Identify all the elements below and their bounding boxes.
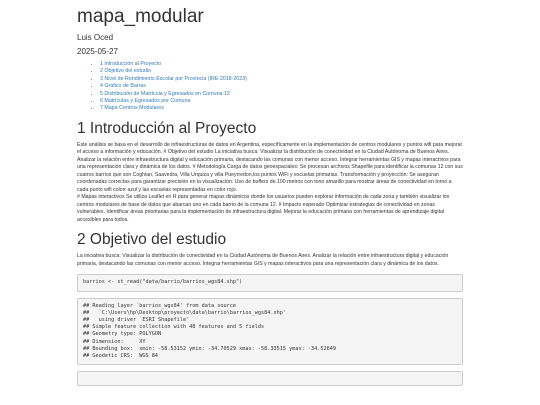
toc-item[interactable]: • 1 Introducción al Proyecto (100, 61, 463, 68)
toc-item[interactable]: • 4 Gráfico de Barras (100, 83, 463, 90)
toc-item[interactable]: • 6 Matrículas y Egresados por Comuna (100, 98, 463, 105)
document-page (77, 0, 463, 386)
toc-item[interactable]: • 2 Objetivo del estudio (100, 68, 463, 75)
table-of-contents (77, 61, 463, 113)
toc-item[interactable]: • 5 Distribución de Matrícula y Egresados en Comuna 12 (100, 91, 463, 98)
document-date: 2025-05-27 (77, 47, 118, 56)
toc-item[interactable]: • 3 Nivel de Rendimiento Escolar por Provincia (IRE 2018-2023) (100, 76, 463, 83)
code-output-block: ## Reading layer `barrios_wgs84' from data source ## `C:\Users\hp\Desktop\proyecto\data\barrio\barrios_wgs84.shp' ## using driver `ESRI Shapefile' ## Simple feature collection with 48 features and 5 fields ## Geometry type: POLYGON ## Dimension: XY ## Bounding box: xmin: -58.53152 ymin: -34.70529 xmax: -58.33515 ymax: -34.52649 ## Geodetic CRS: WGS 84 (77, 298, 463, 366)
code-block-partial (77, 371, 463, 386)
document-title: mapa_modular (77, 6, 204, 27)
intro-paragraph-2: # Mapas interactivos Se utiliza Leaflet en R para generar mapas dinámicos donde los usuarios pueden explorar información de cada zona y también visualizar los centros modulares de base de datos que abarcan uno en cada barrio de la comuna 12. # Impacto esperado Optimizar estrategias de conectividad en zonas vulnerables. Identificar áreas prioritarias para la implementación de infraestructura digital. Mejorar la educación primaria con herramientas de aprendizaje digital accesibles para todos. (77, 194, 450, 223)
intro-paragraph: Este análisis se basa en el desarrollo de infraestructuras de datos en Argentina, específicamente en la implementación de centros modulares y puntos wifi para mejorar el acceso a información y educación. # Objetivo del estudio La iniciativa busca: Visualizar la distribución de conectividad en la Ciudad Autónoma de Buenos Aires. Analizar la relación entre infraestructura digital y educación primaria, destacando las comunas con menor acceso. Integrar herramientas GIS y mapas interactivos para una representación clara y dinámica de los datos. # Metodología Carga de datos geoespaciales: Se procesan archivos Shapefile para identificar la comunas 12 con sus cuatros barrios que son Coghlan, Saavedra, Villa Urquiza y villa Pueyrredon,los puntos WiFi y escuelas primarias. Transformación y proyección: Se aseguran coordenadas correctas para garantizar precisión en la visualización. Uso de buffers de 100 metros con tono amarillo para mostrar áreas de conectividad en torno a cada punto wifi colorr azul y las escuelas representadas en color rojo. (77, 141, 463, 193)
section-heading-objetivo: 2 Objetivo del estudio (77, 231, 227, 249)
document-author: Luis Oced (77, 33, 114, 42)
objetivo-paragraph: La iniciativa busca: Visualizar la distribución de conectividad en la Ciudad Autónoma de Buenos Aires. Analizar la relación entre infraestructura digital y educación primaria, destacando las comunas con menor acceso. Integrar herramientas GIS y mapas interactivos para una representación clara y dinámica de los datos. (77, 253, 449, 267)
section-heading-introduccion: 1 Introducción al Proyecto (77, 119, 257, 137)
toc-item[interactable]: • 7 Mapa Centros Modulares (100, 105, 463, 112)
code-block: barrios <- st_read("data/barrio/barrios_wgs84.shp") (77, 274, 463, 291)
